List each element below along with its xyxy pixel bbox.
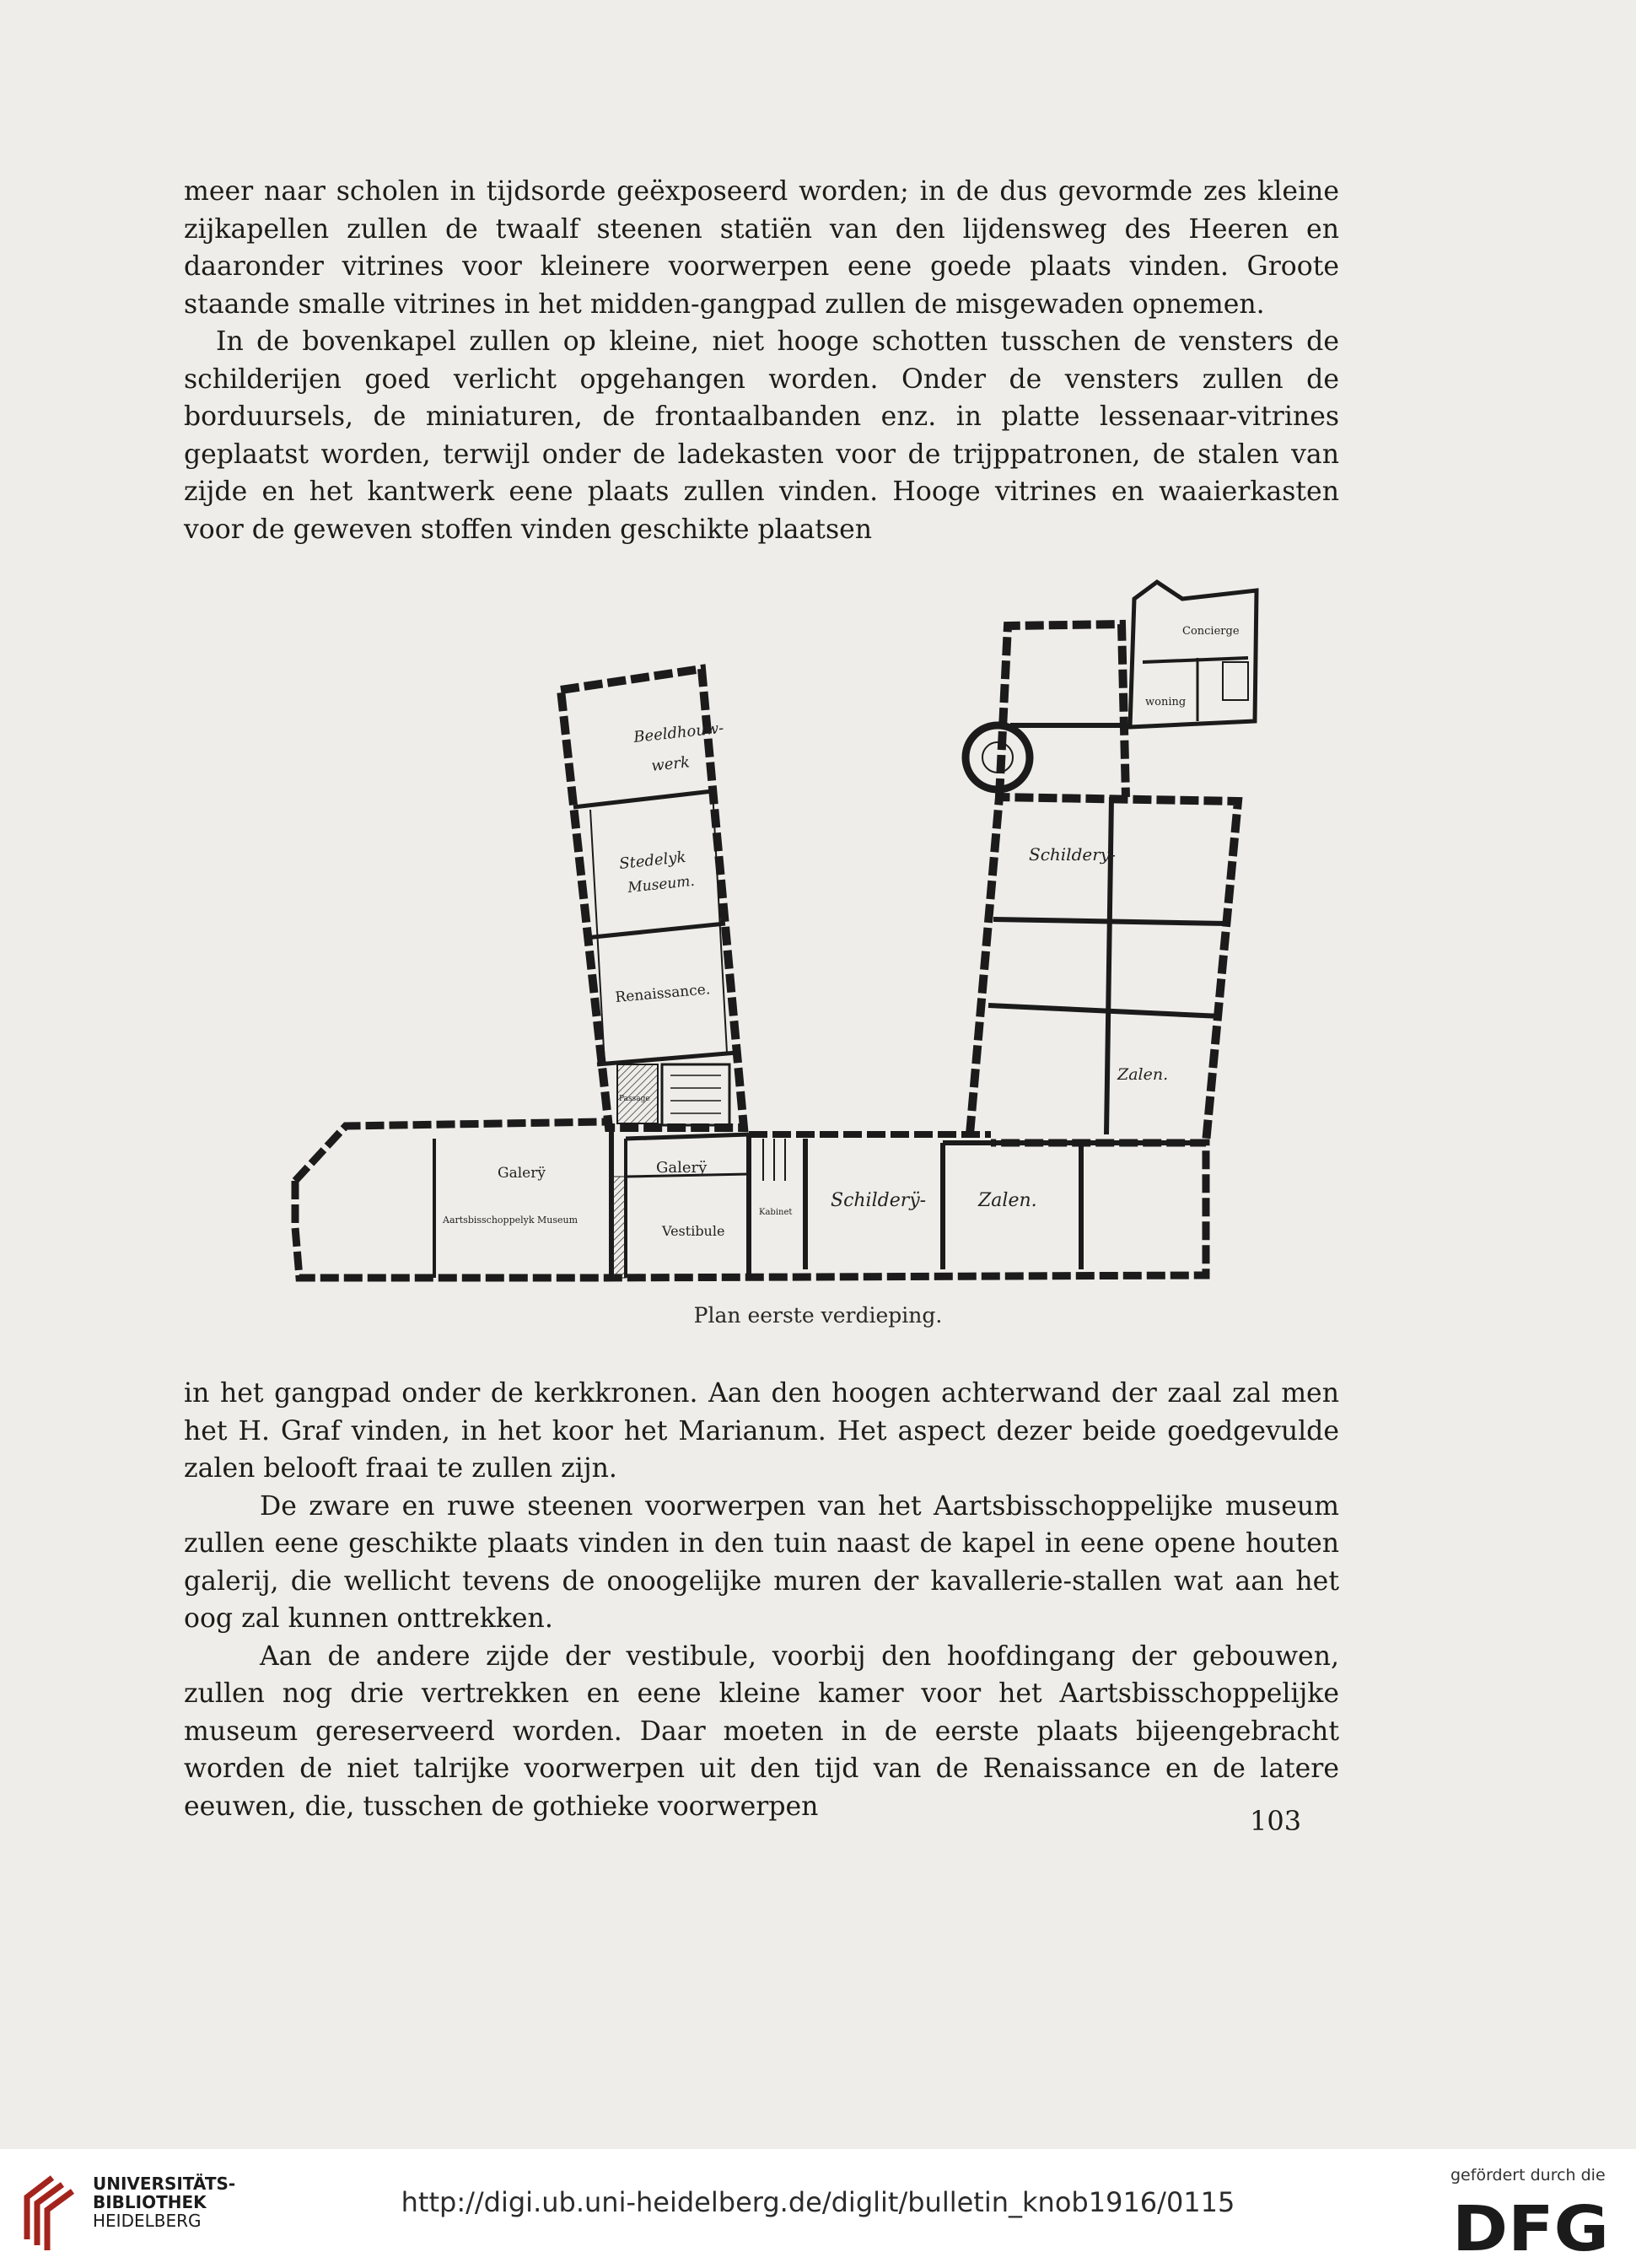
- plan-label: Beeldhouw-: [632, 719, 725, 746]
- plan-label: Galerÿ: [656, 1159, 708, 1177]
- footer-bar: [0, 2149, 1636, 2268]
- library-name-line: BIBLIOTHEK: [93, 2192, 207, 2212]
- dfg-logo-text: DFG: [1452, 2198, 1609, 2257]
- plan-label: Galerÿ: [498, 1165, 546, 1182]
- plan-label: Passage: [619, 1095, 650, 1103]
- plan-label: Stedelyk: [618, 848, 687, 873]
- plan-label: Aartsbisschoppelyk Museum: [443, 1215, 579, 1226]
- funding-note: gefördert durch die: [1450, 2166, 1606, 2184]
- plan-label: werk: [650, 753, 691, 775]
- plan-label: Schilderÿ-: [831, 1190, 927, 1211]
- permalink-url[interactable]: http://digi.ub.uni-heidelberg.de/diglit/bulletin_knob1916/0115: [401, 2186, 1235, 2218]
- dfg-logo-icon[interactable]: [1452, 2198, 1612, 2257]
- plan-label: Renaissance.: [614, 981, 711, 1006]
- plan-label: woning: [1145, 696, 1187, 708]
- plan-label: Vestibule: [662, 1223, 725, 1239]
- page-number: 103: [1250, 1805, 1302, 1837]
- plan-label: Kabinet: [759, 1208, 793, 1217]
- library-name-line: UNIVERSITÄTS-: [93, 2174, 236, 2194]
- plan-label: Museum.: [627, 872, 696, 897]
- plan-label: Schildery-: [1029, 844, 1116, 865]
- body-text-bottom: [184, 1375, 1339, 1825]
- plan-label: Concierge: [1182, 625, 1240, 638]
- plan-label: Zalen.: [1117, 1065, 1169, 1084]
- paragraph: De zware en ruwe steenen voorwerpen van het Aartsbisschoppelijke museum zullen eene geschikte plaats vinden in den tuin naast de kapel in eene opene houten galerij, die wellicht tevens de onoogelijke muren der kavallerie-stallen wat aan het oog zal kunnen onttrekken.: [184, 1490, 1339, 1634]
- paragraph: Aan de andere zijde der vestibule, voorbij den hoofdingang der gebouwen, zullen nog drie vertrekken en eene kleine kamer voor het Aartsbisschoppelijke museum gereserveerd worden. Daar moeten in de eerste plaats bijeengebracht worden de niet talrijke voorwerpen uit den tijd van de Renaissance en de latere eeuwen, die, tusschen de gothieke voorwerpen: [184, 1640, 1339, 1822]
- library-name-line: HEIDELBERG: [93, 2211, 202, 2231]
- paragraph: in het gangpad onder de kerkkronen. Aan den hoogen achterwand der zaal zal men het H. Graf vinden, in het koor het Marianum. Het aspect dezer beide goedgevulde zalen belooft fraai te zullen zijn.: [184, 1378, 1339, 1484]
- plan-label: Zalen.: [978, 1190, 1037, 1211]
- paragraph: meer naar scholen in tijdsorde geëxposeerd worden; in de dus gevormde zes kleine zijkapellen zullen de twaalf steenen statiën van den lijdensweg des Heeren en daaronder vitrines voor kleinere voorwerpen eene goede plaats vinden. Groote staande smalle vitrines in het midden-gangpad zullen de misgewaden opnemen.: [184, 176, 1339, 320]
- figure-caption: Plan eerste verdieping.: [693, 1303, 943, 1328]
- bottom-wing-outline: [295, 1122, 605, 1181]
- paragraph: In de bovenkapel zullen op kleine, niet hooge schotten tusschen de vensters de schilderijen goed verlicht opgehangen worden. Onder de vensters zullen de borduursels, de miniaturen, de frontaalbanden enz. in platte lessenaar-vitrines geplaatst worden, terwijl onder de ladekasten voor de trijppatronen, de stalen van zijde en het kantwerk eene plaats zullen vinden. Hooge vitrines en waaierkasten voor de geweven stoffen vinden geschikte plaatsen: [184, 326, 1339, 545]
